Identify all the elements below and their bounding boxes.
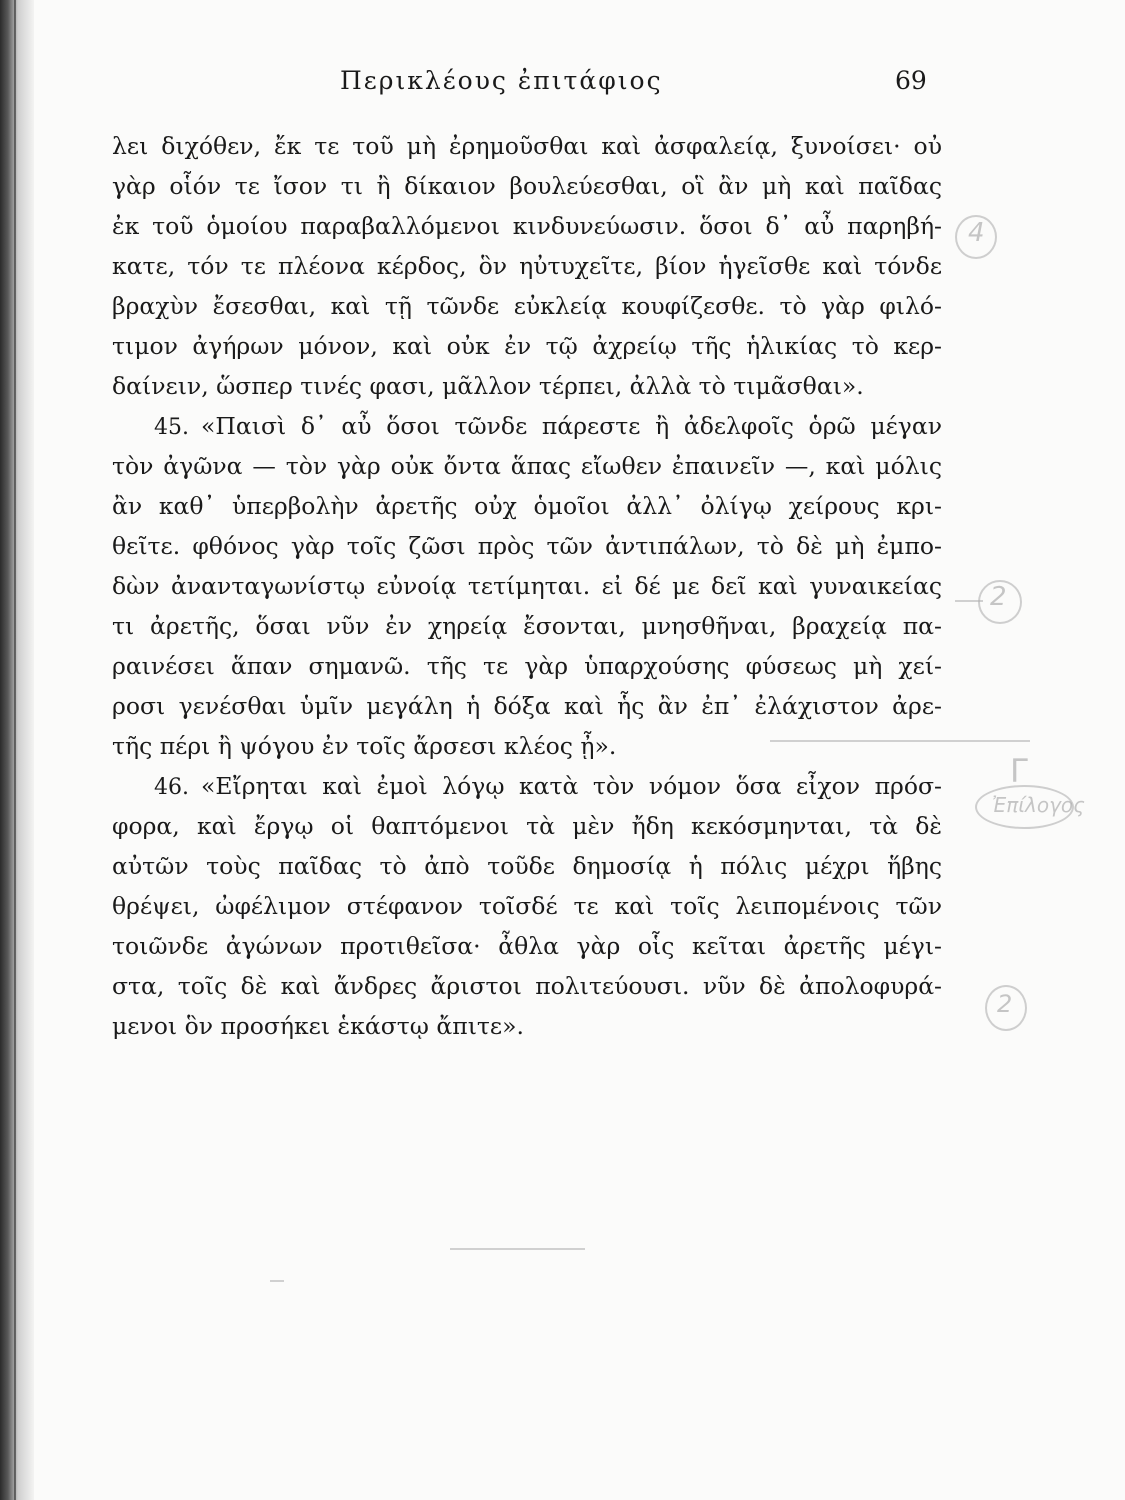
text-line: «Παισὶ δ᾽ αὖ ὅσοι τῶνδε πάρεστε ἢ ἀδελφοῖς ὁρῶ μέγαν [201,412,942,440]
text-line: θρέψει, ὠφέλιμον στέφανον τοῖσδέ τε καὶ τοῖς λειπομένοις τῶν [112,892,942,920]
text-line: ραινέσει ἅπαν σημανῶ. τῆς τε γὰρ ὑπαρχούσης φύσεως μὴ χεί- [112,652,942,680]
text-line: λει διχόθεν, ἔκ τε τοῦ μὴ ἐρημοῦσθαι καὶ ἀσφαλείᾳ, ξυνοίσει· οὐ [112,132,942,160]
text-line: τῆς πέρι ἢ ψόγου ἐν τοῖς ἄρσεσι κλέος ᾖ». [112,732,617,760]
text-line: θεῖτε. φθόνος γὰρ τοῖς ζῶσι πρὸς τῶν ἀντιπάλων, τὸ δὲ μὴ ἐμπο- [112,532,942,560]
pencil-dash [270,1280,284,1282]
text-line: αὐτῶν τοὺς παῖδας τὸ ἀπὸ τοῦδε δημοσίᾳ ἡ πόλις μέχρι ἥβης [112,852,942,880]
text-line: μενοι ὃν προσήκει ἑκάστῳ ἄπιτε». [112,1012,524,1040]
spine-edge-line [14,0,16,1500]
text-line: τιμον ἀγήρων μόνον, καὶ οὐκ ἐν τῷ ἀχρείῳ τῆς ἡλικίας τὸ κερ- [112,332,942,360]
text-line: «Εἴρηται καὶ ἐμοὶ λόγῳ κατὰ τὸν νόμον ὅσα εἶχον πρόσ- [201,772,942,800]
text-line: στα, τοῖς δὲ καὶ ἄνδρες ἄριστοι πολιτεύουσι. νῦν δὲ ἀπολοφυρά- [112,972,942,1000]
pencil-margin-note: Γ [1010,752,1028,790]
text-line: τοιῶνδε ἀγώνων προτιθεῖσα· ἆθλα γὰρ οἷς κεῖται ἀρετῆς μέγι- [112,932,942,960]
section-45-first-line [112,406,942,446]
section-46-first-line [112,766,942,806]
pencil-margin-note: 2 [997,990,1013,1018]
section-number: 45. [154,415,189,440]
text-line: ἂν καθ᾽ ὑπερβολὴν ἀρετῆς οὐχ ὁμοῖοι ἀλλ᾽ ὀλίγῳ χείρους κρι- [112,492,942,520]
page-number: 69 [895,66,927,95]
text-line: δαίνειν, ὥσπερ τινές φασι, μᾶλλον τέρπει, ἀλλὰ τὸ τιμᾶσθαι». [112,372,864,400]
pencil-margin-note: 2 [990,582,1007,612]
running-head: Περικλέους ἐπιτάφιος [340,66,663,95]
book-spine-shadow [0,0,34,1500]
text-line: ἐκ τοῦ ὁμοίου παραβαλλόμενοι κινδυνεύωσιν. ὅσοι δ᾽ αὖ παρηβή- [112,212,942,240]
text-line: φορα, καὶ ἔργῳ οἱ θαπτόμενοι τὰ μὲν ἤδη κεκόσμηνται, τὰ δὲ [112,812,942,840]
pencil-margin-note: Ἐπίλογος [992,793,1085,817]
text-line: βραχὺν ἔσεσθαι, καὶ τῇ τῶνδε εὐκλείᾳ κουφίζεσθε. τὸ γὰρ φιλό- [112,292,942,320]
pencil-margin-note: 4 [968,218,985,248]
pencil-rule-line [770,740,1030,742]
text-line: τι ἀρετῆς, ὅσαι νῦν ἐν χηρείᾳ ἔσονται, μνησθῆναι, βραχείᾳ πα- [112,612,942,640]
text-line: γὰρ οἷόν τε ἴσον τι ἢ δίκαιον βουλεύεσθαι, οἳ ἂν μὴ καὶ παῖδας [112,172,942,200]
section-number: 46. [154,775,189,800]
body-text [112,126,942,1046]
text-line: ροσι γενέσθαι ὑμῖν μεγάλη ἡ δόξα καὶ ἧς ἂν ἐπ᾽ ἐλάχιστον ἀρε- [112,692,942,720]
pencil-underline [450,1248,585,1250]
text-line: κατε, τόν τε πλέονα κέρδος, ὃν ηὐτυχεῖτε, βίον ἡγεῖσθε καὶ τόνδε [112,252,942,280]
text-line: τὸν ἀγῶνα — τὸν γὰρ οὐκ ὄντα ἅπας εἴωθεν ἐπαινεῖν —, καὶ μόλις [112,452,942,480]
text-line: δὼν ἀνανταγωνίστῳ εὐνοίᾳ τετίμηται. εἰ δέ με δεῖ καὶ γυναικείας [112,572,942,600]
